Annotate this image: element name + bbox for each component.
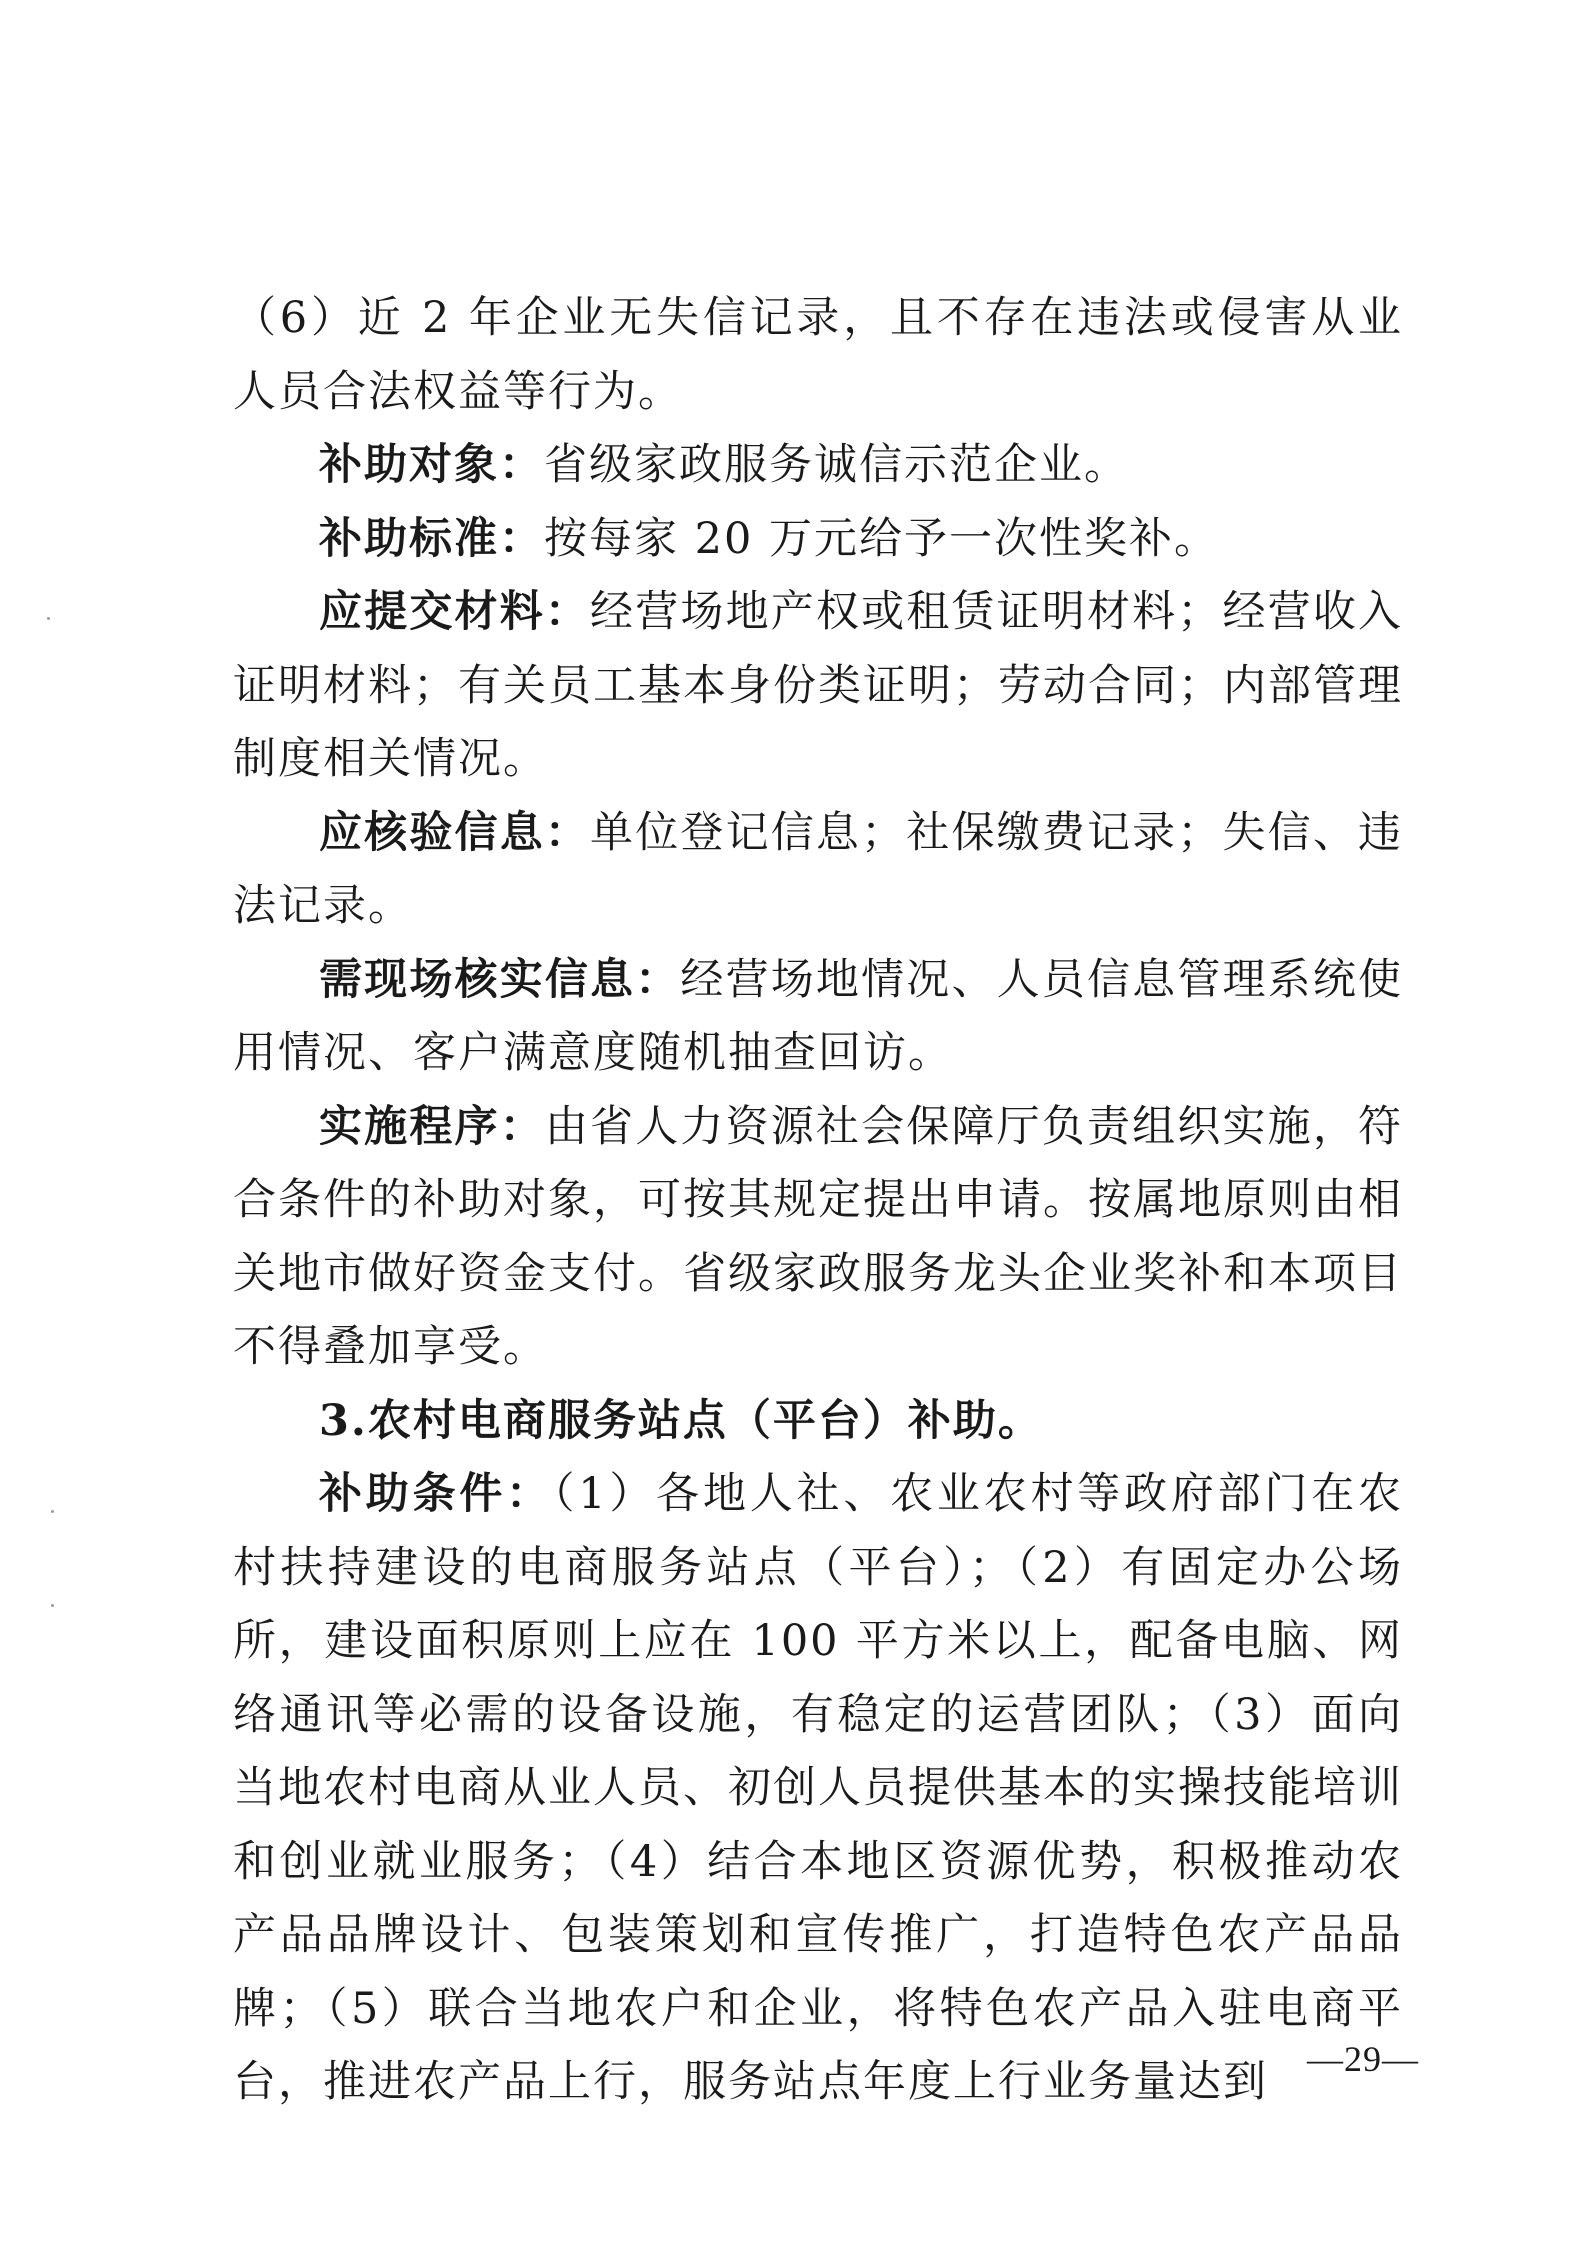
paragraph-lead: 补助标准： — [319, 513, 544, 564]
paragraph-lead: 补助对象： — [319, 440, 544, 490]
paragraph-subsidy-target — [233, 429, 1403, 503]
paragraph-text: 由省人力资源社会保障厅负责组织实施，符合条件的补助对象，可按其规定提出申请。按属地原则由相关地市做好资金支付。省级家政服务龙头企业奖补和本项目不得叠加享受。 — [233, 1101, 1404, 1372]
paragraph-text: （6）近 2 年企业无失信记录，且不存在违法或侵害从业人员合法权益等行为。 — [233, 293, 1403, 417]
section-heading-text: 3.农村电商服务站点（平台）补助。 — [319, 1395, 1043, 1446]
section-heading-rural-ecommerce — [233, 1385, 1403, 1459]
scan-speck — [51, 1510, 54, 1513]
paragraph-text: 省级家政服务诚信示范企业。 — [544, 440, 1129, 490]
paragraph-lead: 实施程序： — [319, 1101, 545, 1152]
paragraph-lead: 应核验信息： — [319, 807, 591, 858]
scan-speck — [47, 617, 50, 620]
paragraph-subsidy-standard — [233, 503, 1403, 577]
paragraph-text: 经营场地产权或租赁证明材料；经营收入证明材料；有关员工基本身份类证明；劳动合同；内部管理制度相关情况。 — [233, 587, 1404, 784]
paragraph-onsite-verification — [233, 944, 1403, 1091]
paragraph-lead: 需现场核实信息： — [319, 954, 681, 1005]
page-number: —29— — [1307, 2039, 1419, 2079]
paragraph-required-materials — [233, 576, 1403, 797]
paragraph-text: 经营场地情况、人员信息管理系统使用情况、客户满意度随机抽查回访。 — [233, 954, 1404, 1078]
body-text — [233, 282, 1403, 2120]
paragraph-implementation — [233, 1091, 1403, 1385]
paragraph-lead: 应提交材料： — [319, 587, 591, 637]
paragraph-lead: 补助条件： — [319, 1469, 553, 1519]
paragraph-verification-info — [233, 797, 1403, 944]
scan-speck — [51, 1604, 54, 1607]
paragraph-text: （1）各地人社、农业农村等政府部门在农村扶持建设的电商服务站点（平台）；（2）有固定办公场所，建设面积原则上应在 100 平方米以上，配备电脑、网络通讯等必需的设备设施，有稳定的运营团队；（3）面向当地农村电商从业人员、初创人员提供基本的实操技能培训和创业就业服务；（4）结合本地区资源优势，积极推动农产品品牌设计、包装策划和宣传推广，打造特色农产品品牌；（5）联合当地农户和企业，将特色农产品入驻电商平台，推进农产品上行，服务站点年度上行业务量达到 — [233, 1469, 1404, 2107]
paragraph-text: 单位登记信息；社保缴费记录；失信、违法记录。 — [233, 807, 1404, 931]
paragraph-text: 按每家 20 万元给予一次性奖补。 — [544, 513, 1220, 564]
paragraph-condition-6 — [233, 282, 1403, 429]
paragraph-subsidy-conditions — [233, 1458, 1403, 2120]
